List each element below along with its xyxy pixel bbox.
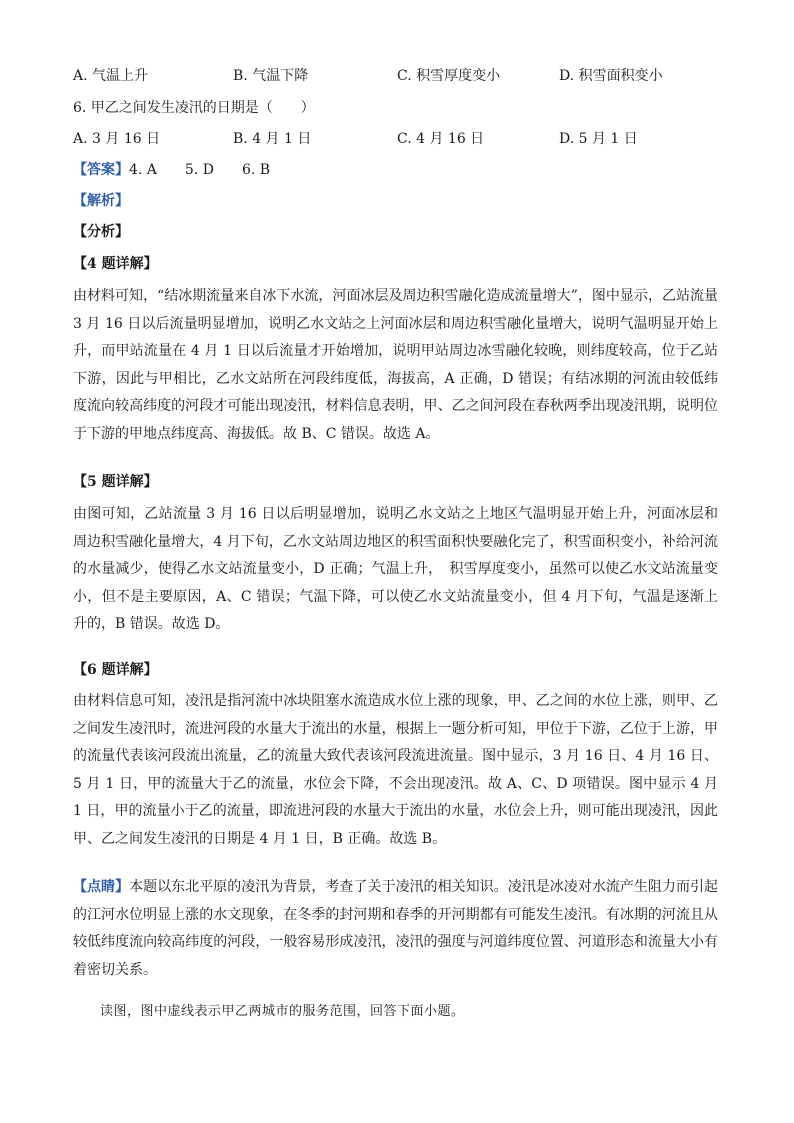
next-question-intro: 读图，图中虚线表示甲乙两城市的服务范围，回答下面小题。 xyxy=(100,1004,465,1019)
dianjing-paragraph xyxy=(73,874,718,984)
fenxi-label: 【分析】 xyxy=(73,224,129,240)
q6-option-d: D. 5 月 1 日 xyxy=(559,131,638,147)
q6-detail-text: 由材料信息可知，凌汛是指河流中冰块阻塞水流造成水位上涨的现象，甲、乙之间的水位上涨，则甲、乙之间发生凌汛时，流进河段的水量大于流出的水量，根据上一题分析可知，甲位于下游，乙位于上游，甲的流量代表该河段流出流量，乙的流量大致代表该河段流进流量。图中显示，3 月 16 日、4 月 16 日、5 月 1 日，甲的流量大于乙的流量，水位会下降，不会出现凌汛。故 A、C、D 项错误。图中显示 4 月 1 日，甲的流量小于乙的流量，即流进河段的水量大于流出的水量，水位会上升，则可能出现凌汛，因此甲、乙之间发生凌汛的日期是 4 月 1 日，B 正确。故选 B。 xyxy=(73,693,718,847)
answer-text: 4. A 5. D 6. B xyxy=(129,162,271,178)
answer-label: 【答案】 xyxy=(73,162,129,178)
q5-detail-text: 由图可知，乙站流量 3 月 16 日以后明显增加，说明乙水文站之上地区气温明显开始上升，河面冰层和周边积雪融化量增大，4 月下旬，乙水文站周边地区的积雪面积快要融化完了，积雪面积变小，补给河流的水量减少，使得乙水文站流量变小，D 正确；气温上升， 积雪厚度变小，虽然可以使乙水文站流量变小，但不是主要原因，A、C 错误；气温下降，可以使乙水文站流量变小，但 4 月下旬，气温是逐渐上升的，B 错误。故选 D。 xyxy=(73,506,718,632)
q4-detail-text: 由材料可知，“结冰期流量来自冰下水流，河面冰层及周边积雪融化造成流量增大”，图中显示，乙站流量 3 月 16 日以后流量明显增加，说明乙水文站之上河面冰层和周边积雪融化量增大，说明气温明显开始上升，而甲站流量在 4 月 1 日以后流量才开始增加，说明甲站周边冰雪融化较晚，则纬度较高，位于乙站下游，因此与甲相比，乙水文站所在河段纬度低，海拔高，A 正确，D 错误；有结冰期的河流由较低纬度流向较高纬度的河段才可能出现凌汛，材料信息表明，甲、乙之间河段在春秋两季出现凌汛期，说明位于下游的甲地点纬度高、海拔低。故 B、C 错误。故选 A。 xyxy=(73,288,718,442)
q5-option-a: A. 气温上升 xyxy=(73,68,149,84)
q6-stem: 6. 甲乙之间发生凌汛的日期是（ ） xyxy=(73,100,315,116)
dianjing-label: 【点睛】 xyxy=(73,879,130,895)
q5-option-c: C. 积雪厚度变小 xyxy=(397,68,501,84)
q6-option-c: C. 4 月 16 日 xyxy=(397,131,485,147)
q6-detail-label: 【6 题详解】 xyxy=(73,662,158,678)
dianjing-text: 本题以东北平原的凌汛为背景，考查了关于凌汛的相关知识。凌汛是冰凌对水流产生阻力而引起的江河水位明显上涨的水文现象，在冬季的封河期和春季的开河期都有可能发生凌汛。有冰期的河流且从较低纬度流向较高纬度的河段，一般容易形成凌汛，凌汛的强度与河道纬度位置、河道形态和流量大小有着密切关系。 xyxy=(73,879,719,978)
q6-option-a: A. 3 月 16 日 xyxy=(73,131,161,147)
q4-detail-label: 【4 题详解】 xyxy=(73,256,158,272)
analysis-label: 【解析】 xyxy=(73,193,129,209)
q5-detail-label: 【5 题详解】 xyxy=(73,474,158,490)
q6-option-b: B. 4 月 1 日 xyxy=(233,131,312,147)
q5-option-b: B. 气温下降 xyxy=(233,68,309,84)
answer-line xyxy=(73,160,270,180)
q5-option-d: D. 积雪面积变小 xyxy=(559,68,663,84)
